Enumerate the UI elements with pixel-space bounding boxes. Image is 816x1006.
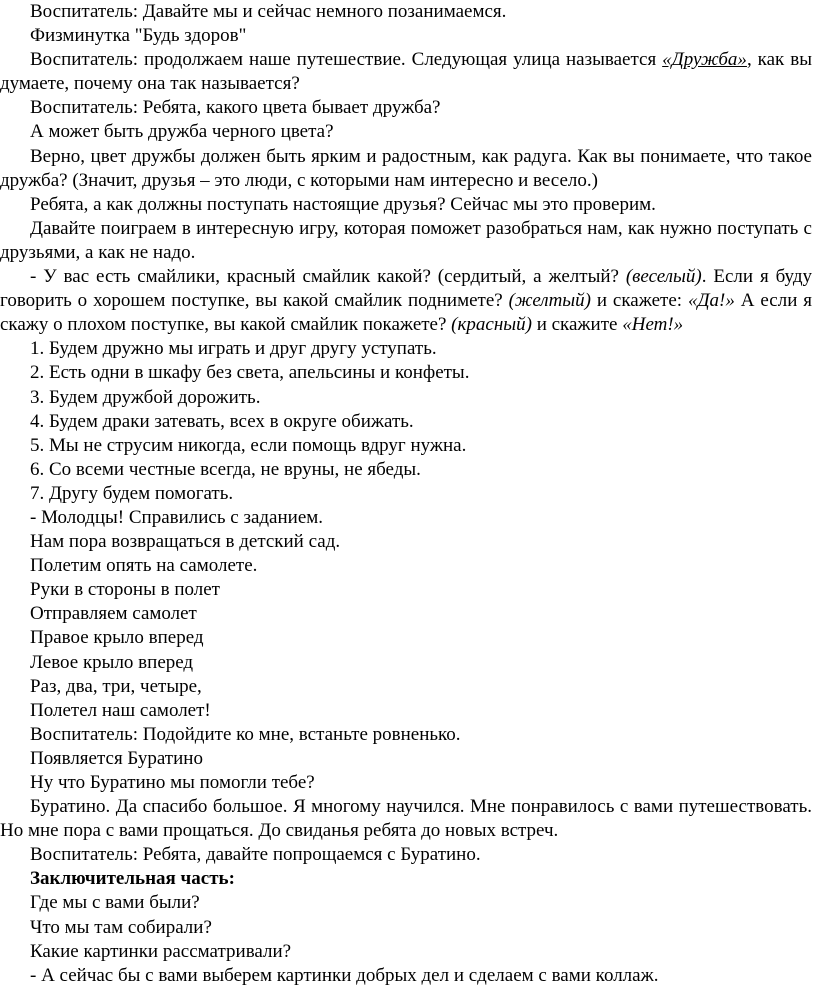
text-segment: 5. Мы не струсим никогда, если помощь вдруг нужна. [30,434,467,456]
text-segment: , как вы думаете, почему она так называется? [0,49,812,95]
paragraph [0,120,812,144]
text-segment: и скажете: [591,290,688,312]
paragraph [0,964,812,988]
text-segment: Давайте поиграем в интересную игру, которая поможет разобраться нам, как нужно поступать с друзьями, а как не надо. [0,217,812,263]
paragraph [0,891,812,915]
paragraph [0,602,812,626]
text-segment: А если я скажу о плохом поступке, вы какой смайлик покажете? [0,290,812,336]
paragraph [0,530,812,554]
paragraph [0,96,812,120]
paragraph [0,916,812,940]
paragraph [0,193,812,217]
text-segment: «Да!» [687,290,735,312]
paragraph [0,940,812,964]
paragraph [0,434,812,458]
text-segment: (желтый) [508,290,591,312]
paragraph [0,145,812,193]
text-segment: «Дружба» [662,49,747,71]
text-segment: «Нет!» [622,314,684,336]
text-segment: (веселый) [625,266,702,288]
paragraph [0,48,812,96]
text-segment: . Если я буду говорить о хорошем поступке, вы какой смайлик поднимете? [0,266,812,312]
text-segment: Ребята, а как должны поступать настоящие друзья? Сейчас мы это проверим. [30,193,656,215]
text-segment: 6. Со всеми честные всегда, не вруны, не ябеды. [30,458,421,480]
paragraph [0,482,812,506]
text-segment: Полетим опять на самолете. [30,555,258,577]
text-segment: Воспитатель: Давайте мы и сейчас немного позанимаемся. [30,1,507,22]
text-segment: Какие картинки рассматривали? [30,940,292,962]
paragraph [0,361,812,385]
text-segment: Отправляем самолет [30,603,197,625]
text-segment: 4. Будем драки затевать, всех в округе обижать. [30,410,414,432]
text-segment: Ну что Буратино мы помогли тебе? [30,772,315,793]
paragraph [0,24,812,48]
paragraph [0,386,812,410]
text-segment: Где мы с вами были? [30,892,200,914]
text-segment: Появляется Буратино [30,747,203,769]
text-segment: Полетел наш самолет! [30,699,211,721]
paragraph [0,265,812,337]
paragraph [0,651,812,675]
text-segment: - Молодцы! Справились с заданием. [30,506,324,528]
text-segment: 7. Другу будем помогать. [30,482,234,504]
paragraph [0,410,812,434]
text-segment: - У вас есть смайлики, красный смайлик какой? (сердитый, а желтый? [30,266,626,288]
text-segment: Воспитатель: продолжаем наше путешествие. Следующая улица называется [30,49,663,71]
text-segment: Нам пора возвращаться в детский сад. [30,531,341,553]
paragraph [0,337,812,361]
text-segment: А может быть дружба черного цвета? [30,121,334,143]
paragraph [0,506,812,530]
section-heading: Заключительная часть: [30,868,235,890]
text-segment: Физминутка "Будь здоров" [30,25,247,47]
paragraph [0,675,812,699]
paragraph [0,747,812,771]
text-segment: Буратино. Да спасибо большое. Я многому научился. Мне понравилось с вами путешествовать. Но мне пора с вами прощаться. До свиданья ребята до новых встреч. [0,796,812,842]
paragraph [0,867,812,891]
paragraph [0,723,812,747]
paragraph [0,699,812,723]
paragraph [0,843,812,867]
text-segment: Раз, два, три, четыре, [30,675,202,697]
text-segment: и скажите [531,314,623,336]
text-segment: Что мы там собирали? [30,916,212,938]
text-segment: Воспитатель: Подойдите ко мне, встаньте ровненько. [30,723,461,745]
paragraph [0,771,812,795]
text-segment: - А сейчас бы с вами выберем картинки добрых дел и сделаем с вами коллаж. [30,964,659,986]
text-segment: Правое крыло вперед [30,627,204,649]
text-segment: Воспитатель: Ребята, давайте попрощаемся с Буратино. [30,844,481,866]
text-segment: 3. Будем дружбой дорожить. [30,386,261,408]
text-segment: Левое крыло вперед [30,651,194,673]
text-segment: Верно, цвет дружбы должен быть ярким и радостным, как радуга. Как вы понимаете, что такое дружба? (Значит, друзья – это люди, с которыми нам интересно и весело.) [0,145,812,191]
paragraph [0,626,812,650]
text-segment: 1. Будем дружно мы играть и друг другу уступать. [30,338,437,360]
text-segment: Руки в стороны в полет [30,579,220,601]
paragraph [0,458,812,482]
paragraph [0,0,812,24]
paragraph [0,217,812,265]
text-segment: (красный) [451,314,532,336]
paragraph [0,554,812,578]
text-segment: 2. Есть одни в шкафу без света, апельсины и конфеты. [30,362,470,384]
paragraph [0,578,812,602]
text-segment: Воспитатель: Ребята, какого цвета бывает дружба? [30,97,441,119]
paragraph [0,795,812,843]
